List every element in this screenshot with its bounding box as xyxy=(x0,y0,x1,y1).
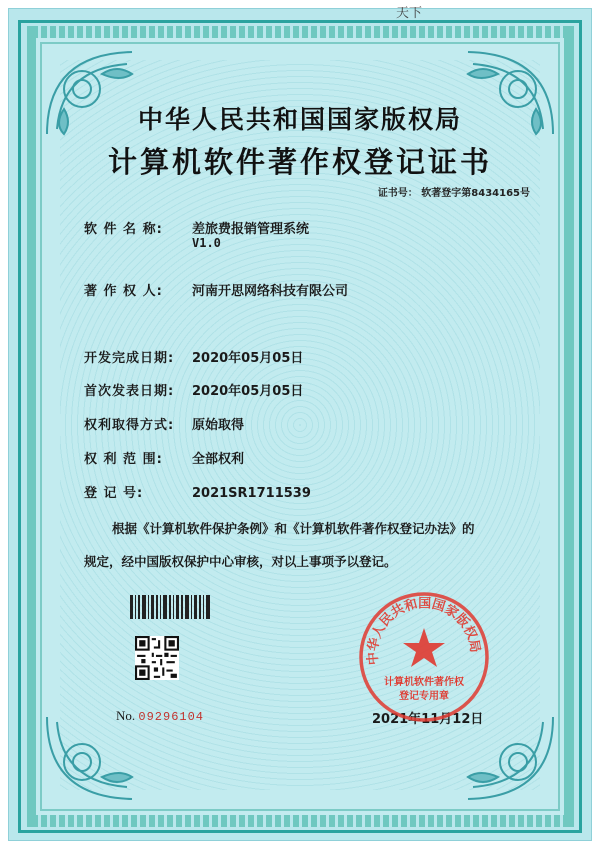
field-label: 开发完成日期: xyxy=(84,351,175,366)
registration-statement xyxy=(84,512,554,578)
certificate-number: 证书号： 软著登字第8434165号 xyxy=(377,188,530,199)
statement-line-1: 根据《计算机软件保护条例》和《计算机软件著作权登记办法》的 xyxy=(112,521,475,536)
field-publication-date xyxy=(84,380,303,399)
corner-ornament-bottom-left xyxy=(42,712,152,807)
serial-prefix: No. xyxy=(116,708,136,723)
field-value: 2020年05月05日 xyxy=(192,351,304,366)
field-label: 权利取得方式: xyxy=(84,418,175,433)
seal-outer-text: 中华人民共和国国家版权局 xyxy=(365,596,483,666)
field-acquisition-method xyxy=(84,414,244,433)
field-rights-scope xyxy=(84,448,244,467)
field-software-name xyxy=(84,218,309,237)
field-value: 全部权利 xyxy=(192,452,245,467)
field-registration-number xyxy=(84,482,311,501)
seal-inner-line-1: 计算机软件著作权 xyxy=(384,677,464,688)
handwritten-mark: 天下 xyxy=(396,6,423,21)
field-copyright-owner xyxy=(84,280,348,299)
serial-value: 09296104 xyxy=(138,710,204,724)
issuing-authority-title: 中华人民共和国国家版权局 xyxy=(137,105,462,134)
certificate-title: 计算机软件著作权登记证书 xyxy=(107,145,492,179)
field-label: 登 记 号: xyxy=(84,486,144,501)
field-value: 河南开思网络科技有限公司 xyxy=(192,284,349,299)
field-label: 著 作 权 人: xyxy=(84,284,163,299)
seal-inner-line-2: 登记专用章 xyxy=(399,691,449,702)
official-seal xyxy=(357,590,491,724)
issue-date: 2021年11月12日 xyxy=(372,712,484,727)
field-value: 2021SR1711539 xyxy=(192,486,311,501)
seal-star-icon xyxy=(403,628,445,667)
field-value: 原始取得 xyxy=(192,418,245,433)
software-version: V1.0 xyxy=(192,236,221,250)
serial-number xyxy=(116,708,204,724)
barcode-image xyxy=(130,595,210,619)
field-value: 差旅费报销管理系统 xyxy=(192,222,310,237)
field-label: 权 利 范 围: xyxy=(84,452,163,467)
field-label: 软 件 名 称: xyxy=(84,222,163,237)
field-value: 2020年05月05日 xyxy=(192,384,304,399)
statement-line-2: 规定，经中国版权保护中心审核，对以上事项予以登记。 xyxy=(84,554,397,569)
field-label: 首次发表日期: xyxy=(84,384,175,399)
field-development-date xyxy=(84,347,303,366)
qr-code-image xyxy=(135,636,179,680)
